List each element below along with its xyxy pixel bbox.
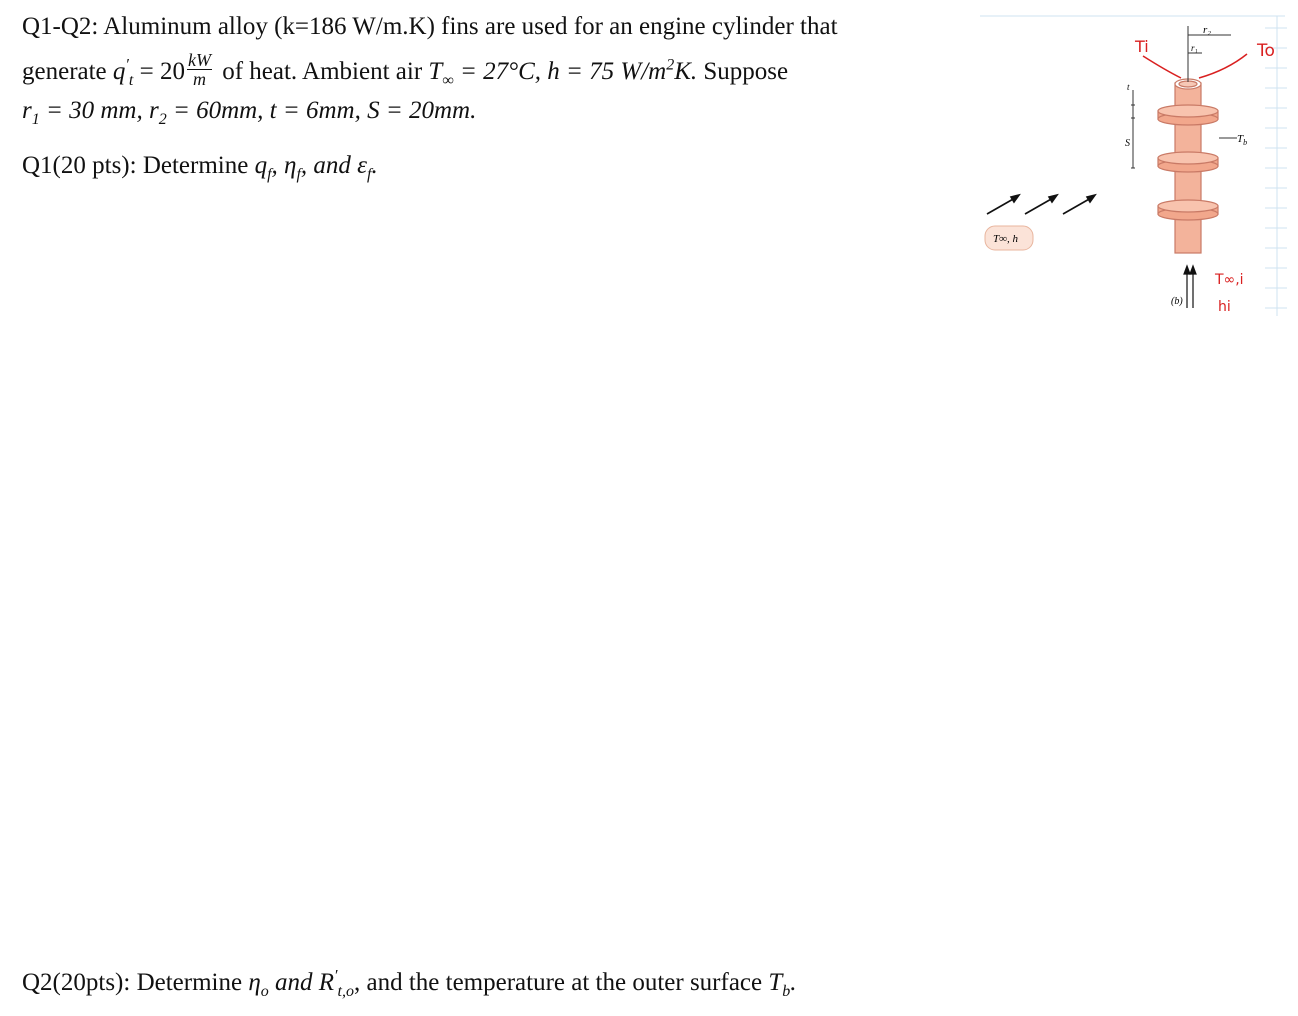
problem-intro: Q1-Q2: Aluminum alloy (k=186 W/m.K) fins are used for an engine cylinder that xyxy=(22,13,838,40)
ambient-conditions: = 27°C, h = 75 $W/m^2K$. xyxy=(459,56,698,86)
suppose-word: Suppose xyxy=(703,58,789,86)
figure-b-label: (b) xyxy=(1171,296,1183,307)
q2-label: Q2(20pts): Determine xyxy=(22,969,243,996)
tb-label: $T_b$ xyxy=(1237,133,1248,147)
fin-cylinder-figure xyxy=(975,8,1293,320)
q1-line xyxy=(22,151,378,181)
airflow-arrows xyxy=(987,195,1095,214)
t-label: t xyxy=(1127,82,1130,92)
s-label: S xyxy=(1125,138,1130,149)
fin-diagram xyxy=(975,8,1293,320)
handwritten-to: To xyxy=(1257,41,1275,61)
q-symbol: $q'_t$ xyxy=(112,56,134,90)
inner-flow-arrows xyxy=(1184,266,1196,308)
q2-line xyxy=(22,968,797,998)
handwritten-annotations xyxy=(1143,54,1247,78)
q-value: 20 xyxy=(159,58,185,86)
problem-intro-line xyxy=(22,12,838,42)
cylinder-with-fins xyxy=(1158,79,1218,253)
q1-quantities: $q_f$, $\eta_f$, and $\varepsilon_f$. xyxy=(254,152,378,183)
heat-text: of heat. Ambient air xyxy=(222,58,423,86)
dimensions-line xyxy=(22,96,476,126)
handwritten-hi: hi xyxy=(1218,299,1231,315)
dimensions: $r_1 = 30$ mm, $r_2 = 60mm$, t = 6mm, S = 20mm. xyxy=(22,97,477,128)
r1-label: r₁ xyxy=(1191,43,1198,53)
t-inf-symbol: $T_\infty$ xyxy=(428,58,454,90)
ambient-label-box xyxy=(985,226,1033,250)
equals-sign: = xyxy=(139,58,154,86)
q-unit-fraction: $\frac{kW}{m}$ xyxy=(187,50,211,89)
tb-symbol: $T_b$. xyxy=(768,969,797,1000)
generate-line xyxy=(22,50,789,92)
r2-label: r₂ xyxy=(1203,24,1212,36)
svg-text:T∞, h: T∞, h xyxy=(993,233,1018,245)
q2-quantities: $\eta_o$ and $R'_{t,o}$ xyxy=(248,967,354,1000)
handwritten-tinf-i: T∞,i xyxy=(1215,272,1244,288)
q1-label: Q1(20 pts): Determine xyxy=(22,152,249,179)
handwritten-ti: Ti xyxy=(1135,37,1149,56)
generate-word: generate xyxy=(22,58,107,86)
q2-rest: , and the temperature at the outer surface xyxy=(353,969,763,996)
